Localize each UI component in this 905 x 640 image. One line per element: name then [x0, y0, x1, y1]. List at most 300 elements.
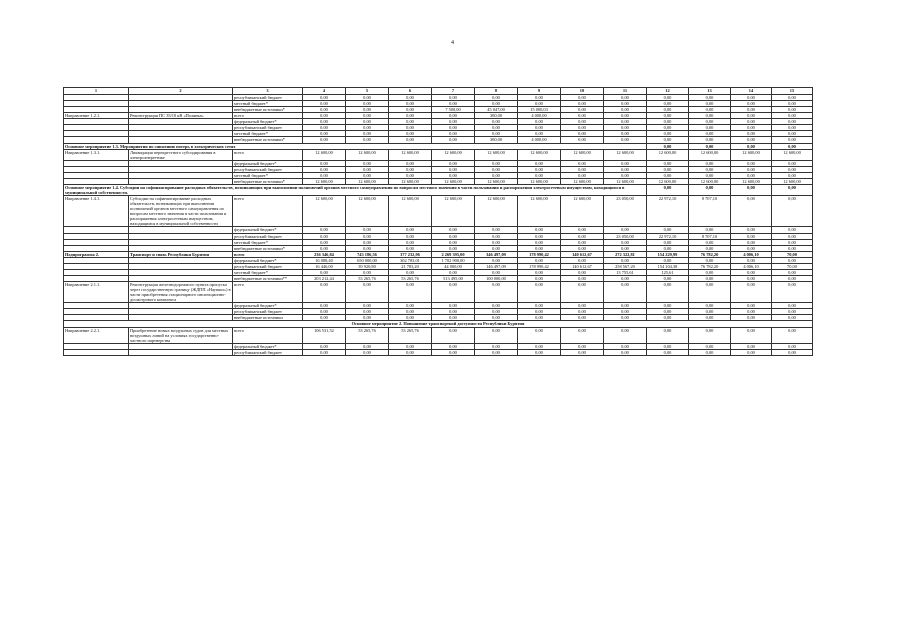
table-row: [64, 149, 813, 160]
table-cell: 0,00: [561, 315, 604, 321]
table-cell: 0,00: [432, 349, 475, 355]
table-cell: 0,00: [731, 196, 772, 227]
table-cell: 16 446,00: [303, 263, 346, 269]
table-cell: 743 186,56: [346, 251, 389, 257]
table-cell: 15 000,03: [518, 107, 561, 113]
table-cell: 0,00: [432, 315, 475, 321]
funding-source: федеральный бюджет*: [233, 303, 303, 309]
table-cell: 0,00: [346, 101, 389, 107]
table-cell: 100 000,00: [475, 275, 518, 281]
funding-source: местный бюджет*: [233, 269, 303, 275]
table-cell: 0,00: [604, 309, 647, 315]
direction-name: [129, 349, 233, 355]
table-cell: 0,00: [561, 349, 604, 355]
table-cell: 0,00: [561, 119, 604, 125]
column-number: 8: [475, 88, 518, 95]
table-cell: 0,00: [475, 101, 518, 107]
table-cell: 0,00: [561, 303, 604, 309]
table-cell: 21 783,20: [389, 263, 432, 269]
table-cell: 0,00: [518, 227, 561, 233]
table-cell: 0,00: [689, 349, 731, 355]
table-cell: 0,00: [518, 125, 561, 131]
table-cell: 0,00: [432, 101, 475, 107]
table-cell: 22 972,10: [647, 233, 689, 239]
table-cell: 0,00: [432, 239, 475, 245]
table-cell: 0,00: [561, 137, 604, 143]
table-cell: 0,00: [731, 131, 772, 137]
table-cell: 0,00: [772, 349, 813, 355]
table-cell: 0,00: [647, 343, 689, 349]
table-cell: 0,00: [689, 131, 731, 137]
table-cell: 0,00: [604, 95, 647, 101]
table-cell: 8 707,10: [689, 196, 731, 227]
table-cell: 0,00: [604, 131, 647, 137]
table-cell: 154 229,99: [647, 251, 689, 257]
table-cell: 0,00: [475, 131, 518, 137]
table-cell: 0,00: [475, 166, 518, 172]
table-cell: 0,00: [561, 101, 604, 107]
table-cell: 12 600,00: [475, 196, 518, 227]
table-cell: 0,00: [689, 303, 731, 309]
table-cell: 0,00: [475, 160, 518, 166]
table-cell: 0,00: [389, 282, 432, 303]
table-cell: 0,00: [561, 107, 604, 113]
funding-source: внебюджетные источники**: [233, 275, 303, 281]
table-cell: 0,00: [389, 125, 432, 131]
table-cell: 0,00: [389, 101, 432, 107]
table-cell: 0,00: [731, 143, 772, 149]
column-number: 11: [604, 88, 647, 95]
table-cell: 0,00: [731, 239, 772, 245]
table-cell: 0,00: [772, 119, 813, 125]
table-cell: 0,00: [432, 227, 475, 233]
funding-source: республиканский бюджет: [233, 95, 303, 101]
section-title: Основное мероприятие 1.3. Мероприятия по снижению потерь в электрических сетях: [64, 143, 647, 149]
table-cell: 650 000,00: [346, 257, 389, 263]
table-cell: 0,00: [647, 257, 689, 263]
table-cell: 0,00: [303, 101, 346, 107]
table-cell: 0,00: [432, 172, 475, 178]
table-cell: 0,00: [303, 119, 346, 125]
table-cell: 0,00: [689, 172, 731, 178]
table-cell: 0,00: [346, 269, 389, 275]
table-cell: 12 600,00: [346, 196, 389, 227]
table-cell: 0,00: [303, 131, 346, 137]
table-cell: 154 104,38: [647, 263, 689, 269]
funding-source: всего: [233, 149, 303, 160]
table-cell: 0,00: [432, 245, 475, 251]
table-cell: 0,00: [346, 233, 389, 239]
table-cell: 0,00: [689, 309, 731, 315]
table-cell: 0,00: [604, 315, 647, 321]
table-cell: 0,00: [772, 309, 813, 315]
table-cell: 4 000,00: [518, 113, 561, 119]
table-cell: 0,00: [689, 327, 731, 343]
table-cell: 44 000,00: [432, 263, 475, 269]
direction-code: Направление 1.4.1.: [64, 196, 129, 227]
table-cell: 7 500,00: [432, 107, 475, 113]
direction-code: Направление 2.2.1.: [64, 327, 129, 343]
table-cell: 0,00: [303, 282, 346, 303]
table-cell: 76 782,20: [689, 263, 731, 269]
table-cell: 0,00: [772, 172, 813, 178]
funding-source: внебюджетные источники*: [233, 107, 303, 113]
table-cell: 0,00: [647, 137, 689, 143]
table-cell: 53 265,76: [389, 327, 432, 343]
table-cell: 0,00: [346, 125, 389, 131]
table-cell: 53 265,76: [346, 275, 389, 281]
table-cell: 146 497,09: [475, 263, 518, 269]
table-cell: 0,00: [518, 101, 561, 107]
table-cell: 12 600,00: [731, 178, 772, 184]
table-cell: 1 702 900,00: [432, 257, 475, 263]
direction-name: Ликвидация перекрестного субсидирования в электроэнергетике: [129, 149, 233, 160]
table-cell: 0,00: [303, 137, 346, 143]
table-cell: 0,00: [475, 233, 518, 239]
table-cell: 0,00: [604, 275, 647, 281]
table-cell: 0,00: [303, 239, 346, 245]
table-cell: 12 600,00: [647, 178, 689, 184]
table-cell: 0,00: [303, 166, 346, 172]
table-cell: 0,00: [772, 343, 813, 349]
section-title: Основное мероприятие 2. Повышение транспортной доступности Республики Бурятия: [64, 321, 813, 327]
table-row: [64, 349, 813, 355]
table-cell: 53 265,76: [346, 327, 389, 343]
funding-source: всего: [233, 113, 303, 119]
direction-code: Направление 2.1.1.: [64, 282, 129, 303]
table-cell: 0,00: [518, 309, 561, 315]
funding-source: внебюджетные источники*: [233, 178, 303, 184]
table-cell: 22 972,10: [647, 196, 689, 227]
table-cell: 0,00: [647, 245, 689, 251]
table-cell: 0,00: [604, 125, 647, 131]
table-cell: 0,00: [475, 282, 518, 303]
table-cell: 2 269 395,00: [432, 251, 475, 257]
table-cell: 0,00: [561, 131, 604, 137]
table-cell: 0,00: [689, 125, 731, 131]
table-cell: 0,00: [772, 131, 813, 137]
table-cell: 0,00: [346, 160, 389, 166]
table-cell: 53 265,76: [389, 275, 432, 281]
table-cell: 0,00: [604, 257, 647, 263]
table-cell: 39 920,80: [346, 263, 389, 269]
table-cell: 0,00: [303, 233, 346, 239]
table-cell: 0,00: [604, 119, 647, 125]
table-cell: 0,00: [689, 160, 731, 166]
table-cell: 0,00: [475, 269, 518, 275]
table-cell: 4 006,10: [731, 263, 772, 269]
table-cell: 12 600,00: [303, 149, 346, 160]
direction-code: Направление 1.2.1.: [64, 113, 129, 119]
table-cell: 0,00: [689, 166, 731, 172]
table-cell: 12 600,00: [731, 149, 772, 160]
funding-source: республиканский бюджет: [233, 263, 303, 269]
table-cell: 0,00: [772, 315, 813, 321]
table-cell: 0,00: [689, 95, 731, 101]
table-cell: 0,00: [604, 343, 647, 349]
table-cell: 12 600,00: [518, 178, 561, 184]
table-row: [64, 196, 813, 227]
table-cell: 0,00: [647, 327, 689, 343]
table-cell: 12 600,00: [561, 178, 604, 184]
table-cell: 0,00: [346, 282, 389, 303]
table-cell: 0,00: [475, 95, 518, 101]
table-cell: 0,00: [772, 166, 813, 172]
table-cell: 12 600,00: [561, 149, 604, 160]
table-cell: 0,00: [647, 349, 689, 355]
table-cell: 0,00: [772, 95, 813, 101]
funding-source: местный бюджет*: [233, 131, 303, 137]
table-cell: 0,00: [389, 172, 432, 178]
funding-source: всего: [233, 251, 303, 257]
table-cell: 70,00: [772, 263, 813, 269]
table-cell: 0,00: [647, 107, 689, 113]
table-cell: 0,00: [303, 160, 346, 166]
table-cell: 0,00: [389, 160, 432, 166]
table-cell: 12 600,00: [772, 149, 813, 160]
table-cell: 125,61: [647, 269, 689, 275]
table-cell: 0,00: [432, 282, 475, 303]
table-cell: 0,00: [432, 166, 475, 172]
table-cell: 0,00: [647, 275, 689, 281]
table-cell: 0,00: [731, 275, 772, 281]
table-cell: 0,00: [604, 227, 647, 233]
table-cell: 0,00: [561, 125, 604, 131]
table-cell: 0,00: [604, 349, 647, 355]
table-cell: 0,00: [647, 227, 689, 233]
table-cell: 0,00: [604, 239, 647, 245]
table-cell: 0,00: [475, 172, 518, 178]
table-row: [64, 282, 813, 303]
table-cell: 0,00: [432, 119, 475, 125]
direction-code: [64, 349, 129, 355]
table-cell: 0,00: [432, 327, 475, 343]
table-cell: 0,00: [432, 303, 475, 309]
table-cell: 0,00: [475, 227, 518, 233]
table-cell: 0,00: [561, 172, 604, 178]
table-cell: 0,00: [475, 309, 518, 315]
table-cell: 0,00: [731, 257, 772, 263]
table-cell: 0,00: [389, 227, 432, 233]
table-cell: 0,00: [518, 269, 561, 275]
table-cell: 0,00: [561, 327, 604, 343]
table-cell: 0,00: [604, 113, 647, 119]
table-cell: 0,00: [518, 275, 561, 281]
table-cell: 0,00: [731, 315, 772, 321]
table-cell: 0,00: [475, 125, 518, 131]
table-cell: 0,00: [346, 131, 389, 137]
table-cell: 0,00: [561, 257, 604, 263]
table-cell: 0,00: [731, 327, 772, 343]
table-cell: 0,00: [518, 95, 561, 101]
direction-code: Направление 1.3.1.: [64, 149, 129, 160]
table-cell: 178 990,42: [518, 263, 561, 269]
funding-source: федеральный бюджет*: [233, 343, 303, 349]
table-cell: 0,00: [731, 113, 772, 119]
table-cell: 12 600,00: [432, 149, 475, 160]
table-cell: 140 612,67: [561, 251, 604, 257]
funding-source: местный бюджет*: [233, 239, 303, 245]
table-cell: 13 755,61: [604, 269, 647, 275]
table-cell: 0,00: [647, 101, 689, 107]
table-cell: 0,00: [303, 107, 346, 113]
table-cell: 12 600,00: [604, 149, 647, 160]
table-cell: 0,00: [647, 143, 689, 149]
table-cell: 0,00: [389, 113, 432, 119]
table-cell: 0,00: [772, 303, 813, 309]
table-cell: 0,00: [518, 166, 561, 172]
table-cell: 0,00: [604, 282, 647, 303]
table-cell: 0,00: [389, 245, 432, 251]
table-cell: 0,00: [432, 131, 475, 137]
table-cell: 0,00: [647, 160, 689, 166]
table-cell: 513 495,00: [432, 275, 475, 281]
table-cell: 0,00: [346, 113, 389, 119]
direction-name: Реконструкция железнодорожного пункта пропуска через государственную границу (ЖДПП «Наушки») в части приобретения стационарного инспекционно-досмотрового комплекса: [130, 282, 231, 303]
table-cell: 0,00: [346, 107, 389, 113]
table-cell: 0,00: [689, 239, 731, 245]
table-cell: 12 600,00: [432, 196, 475, 227]
table-cell: 0,00: [647, 172, 689, 178]
direction-name: Транспорт и связь Республики Бурятия: [129, 251, 233, 257]
table-cell: 346 497,09: [475, 251, 518, 257]
funding-source: всего: [233, 196, 303, 227]
funding-source: внебюджетные источники: [233, 315, 303, 321]
table-cell: 0,00: [518, 282, 561, 303]
table-cell: 0,00: [689, 245, 731, 251]
table-cell: 0,00: [389, 95, 432, 101]
table-cell: 0,00: [518, 172, 561, 178]
table-cell: 0,00: [731, 137, 772, 143]
table-cell: 0,00: [689, 107, 731, 113]
table-cell: 0,00: [731, 349, 772, 355]
table-cell: 0,00: [389, 233, 432, 239]
table-cell: 76 782,20: [689, 251, 731, 257]
table-cell: 0,00: [731, 172, 772, 178]
table-cell: 45 047,00: [475, 107, 518, 113]
table-cell: 0,00: [518, 257, 561, 263]
table-cell: 0,00: [731, 227, 772, 233]
table-cell: 16 088,40: [303, 257, 346, 263]
table-cell: 0,00: [303, 315, 346, 321]
table-cell: 23 050,00: [604, 233, 647, 239]
table-cell: 0,00: [689, 315, 731, 321]
column-number: 13: [689, 88, 731, 95]
table-cell: 0,00: [432, 309, 475, 315]
table-cell: 0,00: [731, 303, 772, 309]
table-cell: 0,00: [346, 239, 389, 245]
table-cell: 0,00: [518, 131, 561, 137]
table-cell: 0,00: [518, 349, 561, 355]
table-cell: 12 600,00: [389, 178, 432, 184]
table-cell: 0,00: [518, 315, 561, 321]
table-cell: 0,00: [518, 245, 561, 251]
column-number: 10: [561, 88, 604, 95]
table-cell: 0,00: [689, 143, 731, 149]
funding-source: республиканский бюджет: [233, 233, 303, 239]
table-cell: 0,00: [772, 282, 813, 303]
table-cell: 0,00: [303, 172, 346, 178]
table-cell: 0,00: [561, 113, 604, 119]
table-cell: 0,00: [346, 166, 389, 172]
table-cell: 0,00: [604, 245, 647, 251]
table-cell: 0,00: [389, 137, 432, 143]
table-cell: 0,00: [772, 239, 813, 245]
table-cell: 0,00: [604, 101, 647, 107]
column-number: 12: [647, 88, 689, 95]
funding-source: республиканский бюджет: [233, 125, 303, 131]
table-cell: 140 612,67: [561, 263, 604, 269]
table-cell: 12 600,00: [689, 178, 731, 184]
table-cell: 0,00: [303, 303, 346, 309]
table-cell: 0,00: [389, 119, 432, 125]
table-cell: 0,00: [772, 245, 813, 251]
table-cell: 4 000,00: [518, 137, 561, 143]
table-cell: 0,00: [689, 275, 731, 281]
funding-source: республиканский бюджет: [233, 349, 303, 355]
table-cell: 0,00: [389, 166, 432, 172]
table-cell: 0,00: [772, 327, 813, 343]
table-cell: 0,00: [731, 184, 772, 195]
table-row: [64, 327, 813, 343]
funding-source: местный бюджет*: [233, 101, 303, 107]
table-cell: 0,00: [772, 160, 813, 166]
table-cell: 0,00: [731, 125, 772, 131]
table-cell: 0,00: [518, 160, 561, 166]
table-cell: 0,00: [303, 309, 346, 315]
table-cell: 0,00: [303, 269, 346, 275]
table-cell: 0,00: [303, 349, 346, 355]
table-cell: 0,00: [731, 119, 772, 125]
column-number: 3: [233, 88, 303, 95]
table-cell: 0,00: [346, 309, 389, 315]
table-cell: 0,00: [647, 315, 689, 321]
table-cell: 0,00: [604, 166, 647, 172]
table-cell: 0,00: [561, 160, 604, 166]
table-cell: 0,00: [731, 107, 772, 113]
table-cell: 0,00: [561, 95, 604, 101]
table-cell: 178 990,42: [518, 251, 561, 257]
table-cell: 0,00: [561, 239, 604, 245]
table-cell: 0,00: [475, 349, 518, 355]
table-cell: 0,00: [389, 315, 432, 321]
table-cell: 0,00: [475, 119, 518, 125]
table-cell: 12 600,00: [475, 178, 518, 184]
table-cell: 0,00: [389, 349, 432, 355]
direction-name: Приобретение новых воздушных судов для местных воздушных линий на условиях государственно-частного партнерства: [129, 327, 233, 343]
funding-source: местный бюджет*: [233, 172, 303, 178]
table-cell: 0,00: [604, 172, 647, 178]
table-cell: 0,00: [647, 184, 689, 195]
funding-source: всего: [233, 327, 303, 343]
table-cell: 23 050,00: [604, 196, 647, 227]
table-cell: 0,00: [561, 227, 604, 233]
table-cell: 0,00: [518, 343, 561, 349]
funding-source: внебюджетные источники*: [233, 137, 303, 143]
table-cell: 0,00: [303, 227, 346, 233]
table-cell: 0,00: [432, 113, 475, 119]
table-cell: 0,00: [731, 309, 772, 315]
table-cell: 0,00: [772, 227, 813, 233]
table-cell: 0,00: [475, 315, 518, 321]
column-number: 5: [346, 88, 389, 95]
table-cell: 0,00: [689, 269, 731, 275]
table-cell: 0,00: [647, 113, 689, 119]
table-cell: 12 600,00: [647, 149, 689, 160]
table-cell: 0,00: [772, 101, 813, 107]
table-cell: 0,00: [647, 303, 689, 309]
funding-source: внебюджетные источники*: [233, 245, 303, 251]
